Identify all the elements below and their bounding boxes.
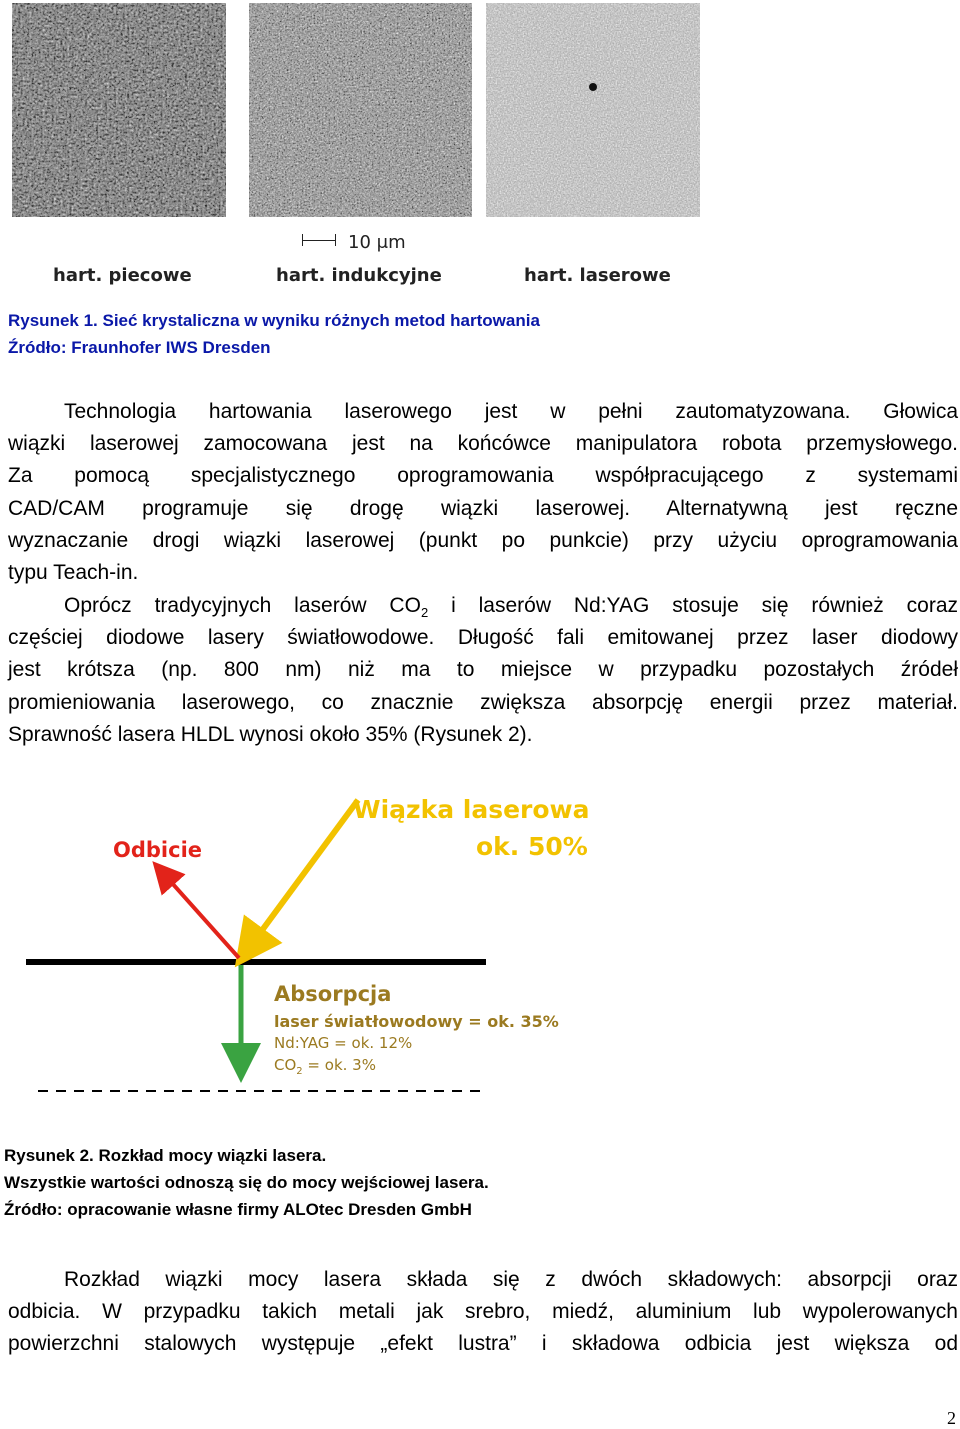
- paragraph-line: powierzchni stalowych występuje „efekt lustra” i składowa odbicia jest większa od: [8, 1332, 958, 1356]
- subscript: 2: [420, 605, 429, 621]
- paragraph-line: Technologia hartowania laserowego jest w pełni zautomatyzowana. Głowica: [64, 400, 958, 423]
- paragraph-line: Za pomocą specjalistycznego oprogramowania współpracującego z systemami: [8, 464, 958, 488]
- scale-bar: [302, 232, 412, 254]
- paragraph-line: Rozkład wiązki mocy lasera składa się z dwóch składowych: absorpcji oraz: [64, 1268, 958, 1291]
- fiber-laser-value: laser światłowodowy = ok. 35%: [274, 1012, 559, 1031]
- label-furnace: hart. piecowe: [53, 265, 192, 286]
- label-induction: hart. indukcyjne: [276, 265, 442, 286]
- paragraph-2: [8, 590, 958, 751]
- paragraph-line: częściej diodowe lasery światłowodowe. Długość fali emitowanej przez laser diodowy: [8, 626, 958, 650]
- ndyag-value: Nd:YAG = ok. 12%: [274, 1034, 413, 1052]
- absorption-label: Absorpcja: [274, 982, 392, 1006]
- co2-value: [274, 1056, 376, 1077]
- paragraph-line: CAD/CAM programuje się drogę wiązki laserowej. Alternatywną jest ręczne: [8, 496, 958, 520]
- paragraph-line: wyznaczanie drogi wiązki laserowej (punkt po punkcie) przy użyciu oprogramowania: [8, 528, 958, 552]
- paragraph-line: odbicia. W przypadku takich metali jak srebro, miedź, aluminium lub wypolerowanych: [8, 1300, 958, 1324]
- incident-beam-arrow: [249, 800, 358, 948]
- figure1-source: Źródło: Fraunhofer IWS Dresden: [8, 338, 271, 357]
- co2-text: = ok. 3%: [302, 1056, 376, 1074]
- micrograph-induction: [249, 3, 472, 217]
- paragraph-line: Sprawność lasera HLDL wynosi około 35% (Rysunek 2).: [8, 722, 533, 746]
- reflection-arrow: [163, 873, 239, 958]
- reflection-label: Odbicie: [113, 838, 203, 862]
- paragraph-line: wiązki laserowej zamocowana jest na końcówce manipulatora robota przemysłowego.: [8, 432, 958, 456]
- figure2-note: Wszystkie wartości odnoszą się do mocy wejściowej lasera.: [4, 1173, 489, 1192]
- figure2-caption: Rysunek 2. Rozkład mocy wiązki lasera.: [4, 1146, 327, 1165]
- paragraph-1: [8, 396, 958, 589]
- figure1-caption: Rysunek 1. Sieć krystaliczna w wyniku różnych metod hartowania: [8, 311, 540, 330]
- micrograph-laser: [486, 3, 700, 217]
- laser-power-diagram: [20, 780, 620, 1110]
- co2-text: CO: [274, 1056, 297, 1074]
- scale-bar-label: 10 μm: [348, 232, 406, 253]
- figure2-source: Źródło: opracowanie własne firmy ALOtec Dresden GmbH: [4, 1200, 472, 1219]
- paragraph-line: [8, 590, 958, 622]
- page-number: 2: [947, 1408, 956, 1428]
- beam-label-2: ok. 50%: [476, 832, 588, 861]
- micrograph-furnace: [12, 3, 226, 217]
- co2-subscript: 2: [296, 1066, 303, 1077]
- label-laser: hart. laserowe: [524, 265, 671, 286]
- text-fragment: i laserów Nd:YAG stosuje się również coraz: [428, 594, 958, 617]
- paragraph-line: jest krótsza (np. 800 nm) niż ma to miejsce w przypadku pozostałych źródeł: [8, 658, 958, 682]
- paragraph-3: [8, 1264, 958, 1361]
- text-fragment: Oprócz tradycyjnych laserów CO: [64, 594, 421, 617]
- paragraph-line: typu Teach-in.: [8, 560, 139, 584]
- beam-label-1: Wiązka laserowa: [353, 795, 590, 824]
- paragraph-line: promieniowania laserowego, co znacznie zwiększa absorpcję energii przez materiał.: [8, 690, 958, 714]
